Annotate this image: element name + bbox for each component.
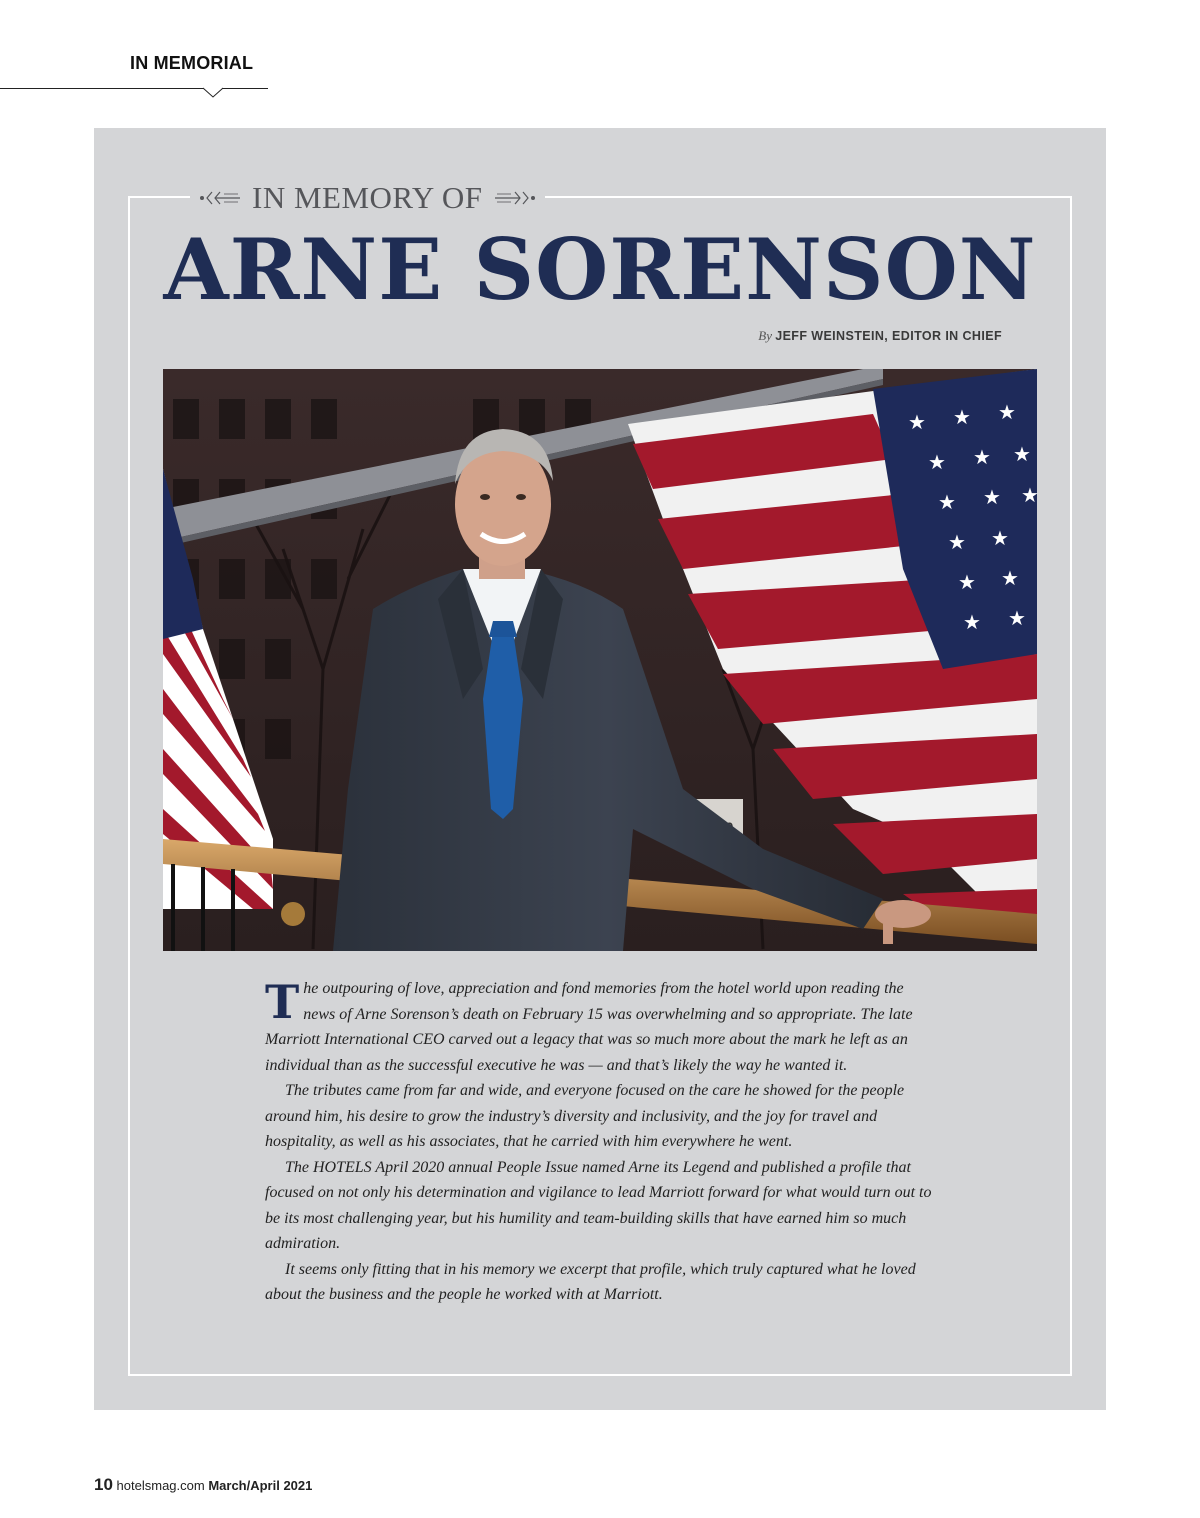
paragraph-text: he outpouring of love, appreciation and fond memories from the hotel world upon reading the news of Arne Sorenson’s death on February 15 was overwhelming and so appropriate. The late Marriott International CEO carved out a legacy that was so much more about the mark he left as an individual than as the successful executive he was — and that’s likely the way he wanted it.: [265, 980, 913, 1074]
page-footer: [94, 1475, 312, 1495]
svg-text:★: ★: [998, 400, 1016, 424]
svg-text:★: ★: [908, 410, 926, 434]
svg-text:★: ★: [1013, 442, 1031, 466]
byline-prefix: By: [758, 328, 772, 343]
svg-text:★: ★: [983, 485, 1001, 509]
svg-text:★: ★: [1008, 606, 1026, 630]
ornament-right-icon: [493, 188, 537, 208]
ornament-left-icon: [198, 188, 242, 208]
byline-author: JEFF WEINSTEIN, EDITOR IN CHIEF: [775, 329, 1002, 343]
section-notch-icon: [203, 88, 223, 98]
svg-text:★: ★: [1021, 483, 1039, 507]
kicker-text: IN MEMORY OF: [252, 180, 483, 215]
article-paragraph-4: It seems only fitting that in his memory we excerpt that profile, which truly captured what he loved about the business and the people he worked with at Marriott.: [265, 1260, 916, 1303]
svg-text:★: ★: [1001, 566, 1019, 590]
svg-text:★: ★: [948, 530, 966, 554]
svg-text:★: ★: [963, 610, 981, 634]
svg-text:★: ★: [928, 450, 946, 474]
article-paragraph-2: The tributes came from far and wide, and everyone focused on the care he showed for the people around him, his desire to grow the industry’s diversity and inclusivity, and the joy for travel and hospitality, as well as his associates, that he carried with him everywhere he went.: [265, 1082, 905, 1150]
headline: ARNE SORENSON: [163, 220, 1037, 319]
article-paragraph-3: The HOTELS April 2020 annual People Issue named Arne its Legend and published a profile that focused on not only his determination and vigilance to lead Marriott forward for what would turn out to be its most challenging year, but his humility and team-building skills that have earned him so much admiration.: [265, 1158, 932, 1252]
article-body: [265, 976, 937, 1308]
svg-text:★: ★: [953, 405, 971, 429]
dropcap: T: [265, 975, 300, 1029]
article-paragraph-1: [265, 976, 937, 1078]
svg-text:★: ★: [958, 570, 976, 594]
frame-right: [1070, 196, 1072, 1376]
svg-text:★: ★: [973, 445, 991, 469]
svg-text:★: ★: [991, 526, 1009, 550]
svg-text:★: ★: [938, 490, 956, 514]
section-rule: [0, 88, 268, 89]
section-label: IN MEMORIAL: [130, 53, 254, 73]
kicker: [190, 176, 545, 220]
photo-illustration: [163, 369, 1037, 951]
page-number: 10: [94, 1475, 113, 1494]
portrait-photo: [163, 369, 1037, 951]
frame-left: [128, 196, 130, 1376]
byline: [758, 328, 1002, 344]
frame-bottom: [128, 1374, 1072, 1376]
footer-site-link[interactable]: hotelsmag.com: [116, 1478, 205, 1493]
footer-issue: March/April 2021: [208, 1478, 313, 1493]
